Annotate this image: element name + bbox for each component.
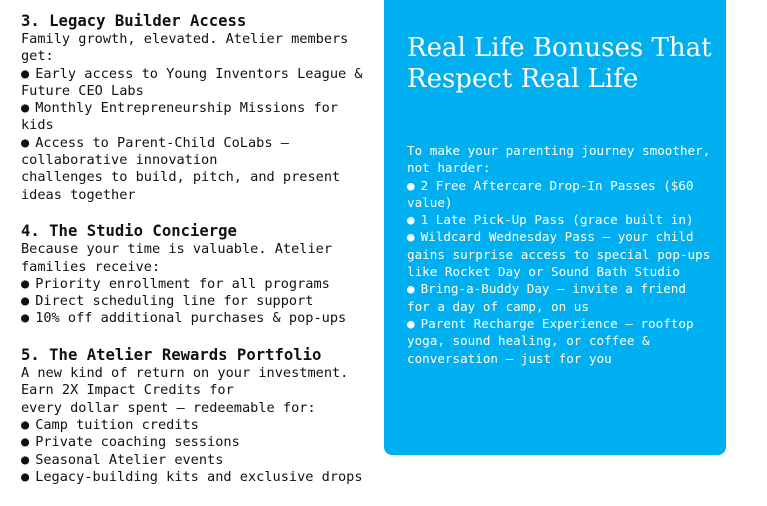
panel-list-item: ● Parent Recharge Experience – rooftop yoga, sound healing, or coffee & conversation – just for you xyxy=(407,315,712,367)
benefits-list xyxy=(21,11,373,486)
section-title: 4. The Studio Concierge xyxy=(21,222,237,241)
panel-intro: To make your parenting journey smoother, not harder: xyxy=(407,143,711,176)
section-intro: Family growth, elevated. Atelier members get: xyxy=(21,31,349,65)
section-legacy-builder xyxy=(21,11,373,204)
panel-list-item: ● Bring-a-Buddy Day – invite a friend for a day of camp, on us xyxy=(407,280,712,315)
panel-body xyxy=(407,142,712,367)
list-item-continuation: challenges to build, pitch, and present ideas together xyxy=(21,169,341,203)
list-item: ● Seasonal Atelier events xyxy=(21,452,373,469)
list-item: ● Legacy-building kits and exclusive drops xyxy=(21,469,373,486)
panel-list-item: ● 1 Late Pick-Up Pass (grace built in) xyxy=(407,211,712,228)
panel-list-item: ● 2 Free Aftercare Drop-In Passes ($60 value) xyxy=(407,177,712,212)
list-item: ● Monthly Entrepreneurship Missions for kids xyxy=(21,100,373,135)
list-item: ● 10% off additional purchases & pop-ups xyxy=(21,310,373,327)
bonuses-panel xyxy=(384,0,726,455)
list-item: ● Camp tuition credits xyxy=(21,417,373,434)
section-studio-concierge xyxy=(21,221,373,327)
list-item: ● Priority enrollment for all programs xyxy=(21,276,373,293)
section-title: 3. Legacy Builder Access xyxy=(21,12,247,30)
section-intro: A new kind of return on your investment. Earn 2X Impact Credits for xyxy=(21,365,349,399)
list-item: ● Access to Parent-Child CoLabs – collaborative innovation xyxy=(21,135,373,170)
panel-title: Real Life Bonuses That Respect Real Life xyxy=(407,33,712,94)
section-title: 5. The Atelier Rewards Portfolio xyxy=(21,346,322,365)
list-item: ● Direct scheduling line for support xyxy=(21,293,373,310)
panel-list-item: ● Wildcard Wednesday Pass – your child gains surprise access to special pop-ups like Rocket Day or Sound Bath Studio xyxy=(407,228,712,280)
section-intro-continuation: every dollar spent – redeemable for: xyxy=(21,399,316,416)
section-rewards-portfolio xyxy=(21,345,373,486)
section-intro: Because your time is valuable. Atelier families receive: xyxy=(21,241,332,275)
list-item: ● Private coaching sessions xyxy=(21,434,373,451)
list-item: ● Early access to Young Inventors League & Future CEO Labs xyxy=(21,66,373,101)
